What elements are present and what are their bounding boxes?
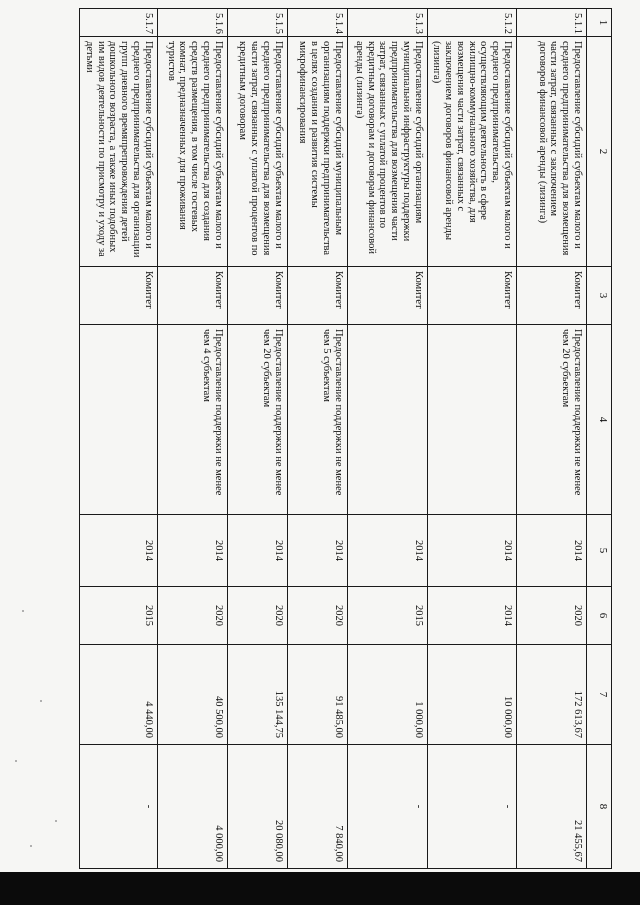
- expected-result: [347, 325, 427, 515]
- table-row: [157, 9, 227, 869]
- measure-text: Предоставление субсидий субъектам малого и среднего предпринимательства для возмещения части затрат, связанных с заключением договоров финансовой аренды (лизинга): [517, 37, 587, 267]
- expected-result: [80, 325, 158, 515]
- total-amount: 1 000,00: [347, 645, 427, 745]
- measure-code: 5.1.3: [347, 9, 427, 37]
- scan-noise: [55, 820, 57, 822]
- start-year: 2014: [287, 515, 347, 587]
- start-year: 2014: [227, 515, 287, 587]
- end-year: 2020: [157, 587, 227, 645]
- executor: Комитет: [517, 267, 587, 325]
- column-number: 4: [587, 325, 612, 515]
- column-number: 3: [587, 267, 612, 325]
- start-year: 2014: [427, 515, 516, 587]
- expected-result: [427, 325, 516, 515]
- total-amount: 172 613,67: [517, 645, 587, 745]
- start-year: 2014: [347, 515, 427, 587]
- end-year: 2014: [427, 587, 516, 645]
- column-number: 8: [587, 745, 612, 869]
- scan-noise: [40, 700, 42, 702]
- measure-code: 5.1.5: [227, 9, 287, 37]
- total-amount: 91 485,00: [287, 645, 347, 745]
- scan-noise: [22, 610, 24, 612]
- measure-text: Предоставление субсидий организациям муниципальной инфраструктуры поддержки предпринимательства для возмещения части затрат, связанных с уплатой процентов по кредитным договорам и договорам финансовой аренды (лизинга): [347, 37, 427, 267]
- measure-code: 5.1.4: [287, 9, 347, 37]
- measure-text: Предоставление субсидий муниципальным организациям поддержки предпринимательства в целях создания и развития системы микрофинансирования: [287, 37, 347, 267]
- column-number: 2: [587, 37, 612, 267]
- executor: Комитет: [347, 267, 427, 325]
- end-year: 2015: [80, 587, 158, 645]
- rotated-table-container: [84, 8, 612, 868]
- table-row: [80, 9, 158, 869]
- start-year: 2014: [157, 515, 227, 587]
- column-number: 7: [587, 645, 612, 745]
- end-year: 2020: [287, 587, 347, 645]
- measure-code: 5.1.1: [517, 9, 587, 37]
- end-year: 2020: [227, 587, 287, 645]
- measure-text: Предоставление субсидий субъектам малого и среднего предпринимательства для организации групп дневного времяпрепровождения детей дошкольного возраста, а также иных подобных им видов деятельности по присмотру и уходу за детьми: [80, 37, 158, 267]
- column-number: 5: [587, 515, 612, 587]
- start-year: 2014: [80, 515, 158, 587]
- year-amount: -: [427, 745, 516, 869]
- table-row: [427, 9, 516, 869]
- program-table: [79, 8, 612, 869]
- end-year: 2020: [517, 587, 587, 645]
- table-row: [227, 9, 287, 869]
- measure-code: 5.1.7: [80, 9, 158, 37]
- scan-noise: [30, 845, 32, 847]
- scan-bottom-edge: [0, 872, 640, 905]
- table-row: [347, 9, 427, 869]
- year-amount: -: [80, 745, 158, 869]
- executor: Комитет: [80, 267, 158, 325]
- year-amount: 4 000,00: [157, 745, 227, 869]
- total-amount: 4 440,00: [80, 645, 158, 745]
- expected-result: Предоставление поддержки не менее чем 5 субъектам: [287, 325, 347, 515]
- executor: Комитет: [287, 267, 347, 325]
- year-amount: -: [347, 745, 427, 869]
- year-amount: 21 455,67: [517, 745, 587, 869]
- expected-result: Предоставление поддержки не менее чем 20 субъектам: [227, 325, 287, 515]
- end-year: 2015: [347, 587, 427, 645]
- table-row: [287, 9, 347, 869]
- measure-text: Предоставление субсидий субъектам малого и среднего предпринимательства, осуществляющим деятельность в сфере жилищно-коммунального хозяйства, для возмещения части затрат, связанных с заключением договоров финансовой аренды (лизинга): [427, 37, 516, 267]
- expected-result: Предоставление поддержки не менее чем 20 субъектам: [517, 325, 587, 515]
- measure-text: Предоставление субсидий субъектам малого и среднего предпринимательства для возмещения части затрат, связанных с уплатой процентов по кредитным договорам: [227, 37, 287, 267]
- measure-code: 5.1.6: [157, 9, 227, 37]
- total-amount: 10 000,00: [427, 645, 516, 745]
- expected-result: Предоставление поддержки не менее чем 4 субъектам: [157, 325, 227, 515]
- total-amount: 40 500,00: [157, 645, 227, 745]
- executor: Комитет: [227, 267, 287, 325]
- year-amount: 20 080,00: [227, 745, 287, 869]
- start-year: 2014: [517, 515, 587, 587]
- column-number: 6: [587, 587, 612, 645]
- table-row: [517, 9, 587, 869]
- year-amount: 7 840,00: [287, 745, 347, 869]
- measure-text: Предоставление субсидий субъектам малого и среднего предпринимательства для создания средств размещения, в том числе гостевых комнат, предназначенных для проживания туристов: [157, 37, 227, 267]
- header-row: [587, 9, 612, 869]
- scan-noise: [15, 760, 17, 762]
- executor: Комитет: [157, 267, 227, 325]
- executor: Комитет: [427, 267, 516, 325]
- column-number: 1: [587, 9, 612, 37]
- total-amount: 135 144,75: [227, 645, 287, 745]
- measure-code: 5.1.2: [427, 9, 516, 37]
